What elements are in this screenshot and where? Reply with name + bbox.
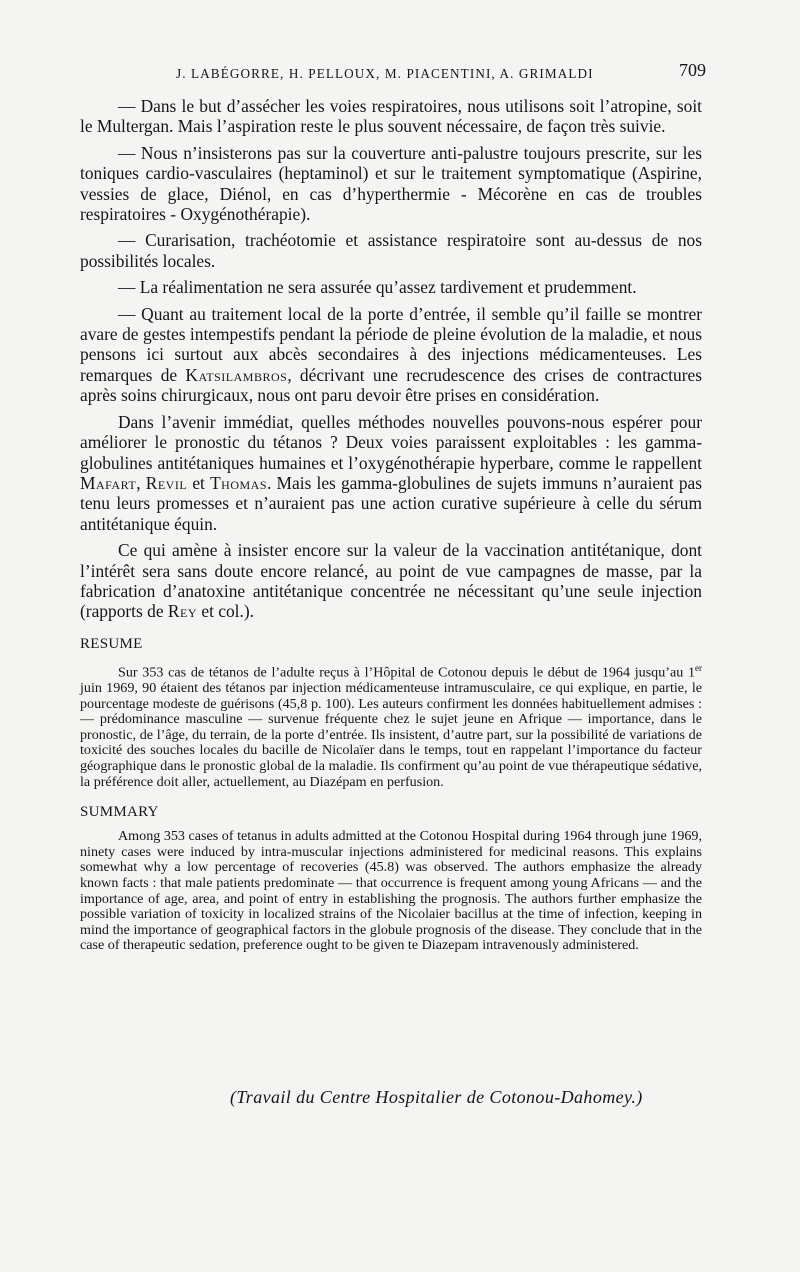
author-name: Rey [167, 601, 197, 622]
author-name: Katsilambros [185, 364, 288, 385]
author-name: Revil [145, 472, 188, 493]
paragraph-vaccination: Ce qui amène à insister encore sur la valeur de la vaccination antitétanique, dont l’intérêt sera sans doute encore relancé, au point de vue campagnes de masse, par la fabrication d’anatoxine antitétanique concentrée ne nécessitant qu’une seule injection (rapports de Rey et col.). [80, 540, 702, 622]
paragraph-local-treatment: — Quant au traitement local de la porte d’entrée, il semble qu’il faille se montrer avare de gestes intempestifs pendant la période de pleine évolution de la maladie, et nous pensons ici surtout aux abcès secondaires à des injections médicamenteuses. Les remarques de Katsilambros, décrivant une recrudescence des crises de contractures après soins chirurgicaux, nous ont paru devoir être prises en considération. [80, 303, 702, 406]
institution-credit: (Travail du Centre Hospitalier de Cotonou-Dahomey.) [230, 1087, 643, 1107]
paragraph-atropine: — Dans le but d’assécher les voies respiratoires, nous utilisons soit l’atropine, soit le Multergan. Mais l’aspiration reste le plus souvent nécessaire, de façon très suivie. [80, 96, 702, 137]
summary-heading: SUMMARY [80, 804, 159, 821]
paragraph-curarisation: — Curarisation, trachéotomie et assistance respiratoire sont au-dessus de nos possibilités locales. [80, 230, 702, 271]
paragraph-symptomatic-treatment: — Nous n’insisterons pas sur la couverture anti-palustre toujours prescrite, sur les toniques cardio-vasculaires (heptaminol) et sur le traitement symptomatique (Aspirine, vessies de glace, Diénol, en cas d’hyperthermie - Mécorène en cas de troubles respiratoires - Oxygénothérapie). [80, 142, 702, 225]
paragraph-future-methods: Dans l’avenir immédiat, quelles méthodes nouvelles pouvons-nous espérer pour améliorer le pronostic du tétanos ? Deux voies paraissent exploitables : les gamma-globulines antitétaniques humaines et l’oxygénothérapie hyperbare, comme le rappellent Mafart, Revil et Thomas. Mais les gamma-globulines de sujets immuns n’auraient pas tenu leurs promesses et n’auraient pas une action curative supérieure à celle du sérum antitétanique équin. [80, 411, 703, 534]
paragraph-realimentation: — La réalimentation ne sera assurée qu’assez tardivement et prudemment. [118, 277, 637, 298]
resume-text: Sur 353 cas de tétanos de l’adulte reçus à l’Hôpital de Cotonou depuis le début de 1964 jusqu’au 1er juin 1969, 90 étaient des tétanos par injection médicamenteuse intramusculaire, ce qui explique, en partie, le pourcentage modeste de guérisons (45,8 p. 100). Les auteurs confirment les données habituellement admises : — prédominance masculine — survenue fréquente chez le sujet jeune en Afrique — importance, dans le pronostic, de l’âge, du terrain, de la porte d’entrée. Ils insistent, d’autre part, sur la possibilité de variations de toxicité des souches locales du bacille de Nicolaïer dans le temps, tout en rappelant l’importance du facteur géographique dans le pronostic global de la maladie. Ils confirment qu’au point de vue thérapeutique sédative, la préférence doit aller, actuellement, au Diazépam en perfusion. [80, 662, 702, 790]
author-name: Thomas [210, 472, 268, 493]
running-head: J. LABÉGORRE, H. PELLOUX, M. PIACENTINI, A. GRIMALDI [176, 66, 594, 81]
page-number: 709 [679, 60, 706, 80]
page-header [80, 60, 706, 84]
article-body [80, 96, 702, 954]
author-name: Mafart [80, 472, 137, 493]
summary-text: Among 353 cases of tetanus in adults admitted at the Cotonou Hospital during 1964 through june 1969, ninety cases were induced by intra-muscular injections administered for medicinal reasons. This explains somewhat why a low percentage of recoveries (45.8) was observed. The authors emphasize the already known facts : that male patients predominate — that occurrence is frequent among young Africans — and the importance of age, area, and point of entry in establishing the prognosis. The authors further emphasize the possible variation of toxicity in localized strains of the Nicolaier bacillus at the time of infection, keeping in mind the importance of geographical factors in the globule prognosis of the disease. They conclude that in the case of therapeutic sedation, preference ought to be given te Diazepam intravenously administered. [80, 828, 702, 954]
resume-heading: RESUME [80, 635, 143, 652]
